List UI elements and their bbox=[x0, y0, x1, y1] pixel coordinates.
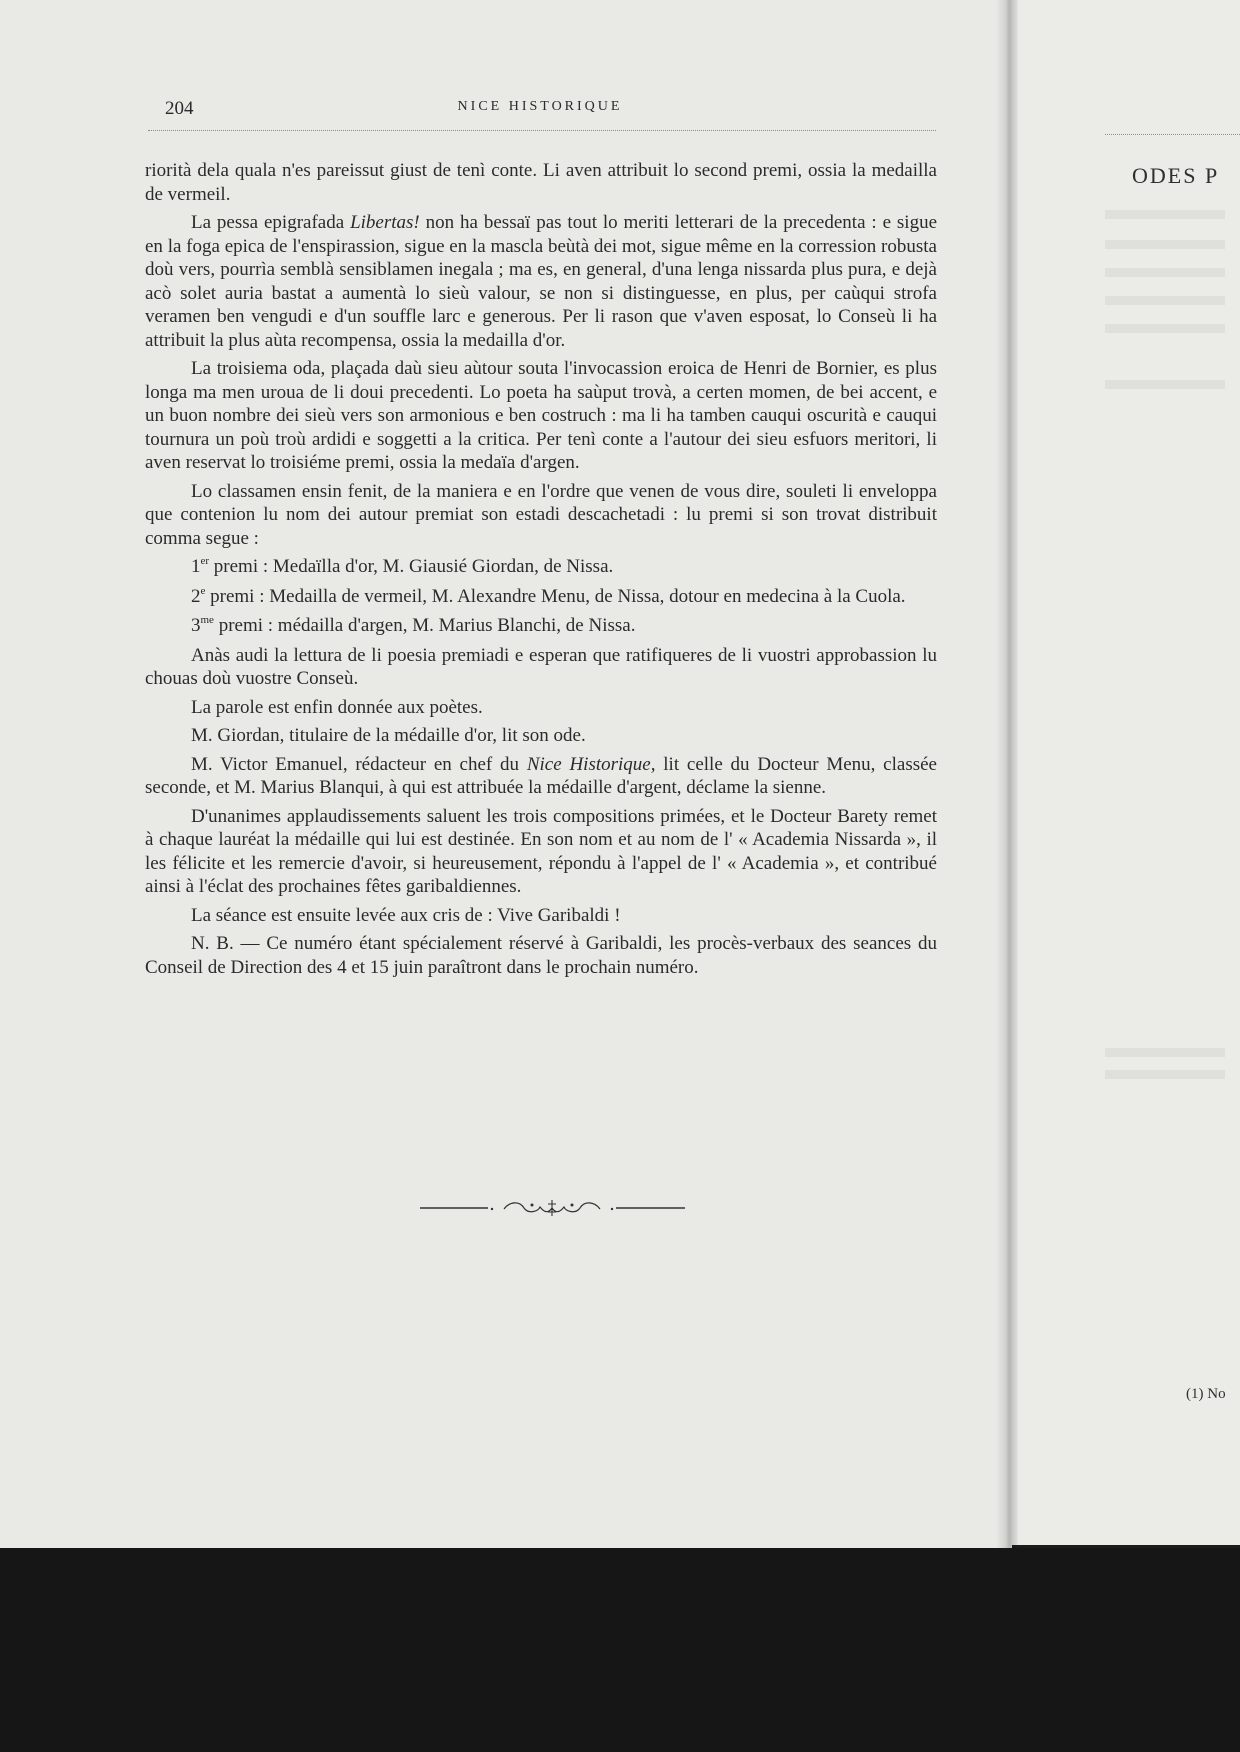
show-through-line bbox=[1105, 324, 1225, 333]
prize-first-text: premi : Medaïlla d'or, M. Giausié Giordan, de Nissa. bbox=[209, 556, 614, 577]
show-through-line bbox=[1105, 296, 1225, 305]
paragraph-8 bbox=[145, 753, 937, 800]
prize-second bbox=[145, 585, 937, 609]
show-through-line bbox=[1105, 210, 1225, 219]
show-through-line bbox=[1105, 380, 1225, 389]
page-header bbox=[145, 95, 935, 125]
show-through-line bbox=[1105, 240, 1225, 249]
paragraph-2-text-b: non ha bessaï pas tout lo meriti letterari de la precedenta : e sigue en la foga epica de l'enspirassion, sigue en la mascla beùtà dei mot, sigue même en la corression robusta doù vers, pourrìa semblà sensiblamen inegala ; ma es, en general, d'una lenga nissarda plus pura, e dejà acò solet auria bastat a aumentà lo sieù valour, se non si distinguesse, en plus, per caùqui strofa veramen ben vengudi e d'un souffle larc e generous. Per li rason que v'aven esposat, lo Conseù li ha attribuit la plus aùta recompensa, ossia la medailla d'or. bbox=[145, 212, 938, 351]
paragraph-2 bbox=[145, 211, 937, 352]
right-page-header-rule bbox=[1105, 134, 1240, 135]
paragraph-6: La parole est enfin donnée aux poètes. bbox=[191, 696, 483, 718]
header-rule bbox=[148, 130, 936, 131]
prize-third-text: premi : médailla d'argen, M. Marius Blanchi, de Nissa. bbox=[213, 615, 636, 636]
paragraph-10: La séance est ensuite levée aux cris de : Vive Garibaldi ! bbox=[191, 904, 621, 926]
paragraph-2-text-a: La pessa epigrafada bbox=[191, 212, 351, 233]
paragraph-4: Lo classamen ensin fenit, de la maniera e en l'ordre que venen de vous dire, souleti li enveloppa que contenion lu nom dei autour premiat son estadi descachetadi : lu premi si son trovat distribuit comma segue : bbox=[145, 480, 937, 549]
journal-title: Nice Historique, bbox=[526, 753, 656, 775]
paragraph-3: La troisiema oda, plaçada daù sieu aùtour souta l'invocassion eroica de Henri de Bornier, es plus longa ma men uroua de li doui precedenti. Lo poeta ha saùput trovà, a certen momen, de bei accent, e un buon nombre dei sieù vers son armonious e ben costruch : ma li ha tamben cauqui oscurità e cauqui tournura un poù troù ardidi e soggetti a la critica. Per tenì conte a l'autour dei sieu esfuors meritori, li aven reservat lo troisiéme premi, ossia la medaïa d'argen. bbox=[145, 358, 937, 473]
right-page-heading: ODES P bbox=[1132, 163, 1220, 188]
prize-second-text: premi : Medailla de vermeil, M. Alexandre Menu, de Nissa, dotour en medecina à la Cuola. bbox=[205, 585, 906, 607]
prize-third-rank: 3 bbox=[191, 615, 201, 636]
prize-third-rank-suffix: me bbox=[200, 614, 214, 626]
prize-first bbox=[145, 555, 937, 579]
paragraph-1: riorità dela quala n'es pareissut giust de tenì conte. Li aven attribuit lo second premi, ossia la medailla de vermeil. bbox=[145, 160, 937, 205]
prize-first-rank-suffix: er bbox=[200, 555, 210, 567]
prize-second-rank-suffix: e bbox=[200, 584, 206, 597]
show-through-line bbox=[1105, 268, 1225, 277]
book-gutter-shadow bbox=[996, 0, 1018, 1552]
scanner-background bbox=[0, 1548, 1240, 1752]
right-page bbox=[1012, 0, 1240, 1545]
ornamental-tailpiece bbox=[420, 1196, 685, 1220]
running-title: NICE HISTORIQUE bbox=[457, 99, 623, 114]
show-through-line bbox=[1105, 1048, 1225, 1057]
right-page-footnote: (1) No bbox=[1186, 1386, 1226, 1402]
paragraph-5: Anàs audi la lettura de li poesia premiadi e esperan que ratifiqueres de li vuostri approbassion lu chouas doù vuostre Conseù. bbox=[145, 644, 937, 689]
prize-first-rank: 1 bbox=[191, 556, 201, 577]
paragraph-9: D'unanimes applaudissements saluent les trois compositions primées, et le Docteur Barety remet à chaque lauréat la médaille qui lui est destinée. En son nom et au nom de l' « Academia Nissarda », il les félicite et les remercie d'avoir, si heureusement, répondu à l'appel de l' « Academia », et contribué ainsi à l'éclat des prochaines fêtes garibaldiennes. bbox=[145, 805, 937, 897]
prize-second-rank: 2 bbox=[191, 585, 201, 607]
paragraph-11: N. B. — Ce numéro étant spécialement réservé à Garibaldi, les procès-verbaux des seances du Conseil de Direction des 4 et 15 juin paraîtront dans le prochain numéro. bbox=[145, 933, 937, 978]
page-number: 204 bbox=[165, 98, 194, 119]
paragraph-8-text-b: lit celle du Docteur Menu, classée seconde, et M. Marius Blanqui, à qui est attribuée la médaille d'argent, déclame la sienne. bbox=[145, 753, 937, 798]
paragraph-8-text-a: M. Victor Emanuel, rédacteur en chef du bbox=[191, 753, 527, 775]
epigraph-title: Libertas! bbox=[350, 212, 420, 233]
paragraph-7: M. Giordan, titulaire de la médaille d'or, lit son ode. bbox=[191, 725, 586, 746]
prize-third bbox=[145, 614, 937, 638]
show-through-line bbox=[1105, 1070, 1225, 1079]
body-text bbox=[145, 159, 937, 984]
